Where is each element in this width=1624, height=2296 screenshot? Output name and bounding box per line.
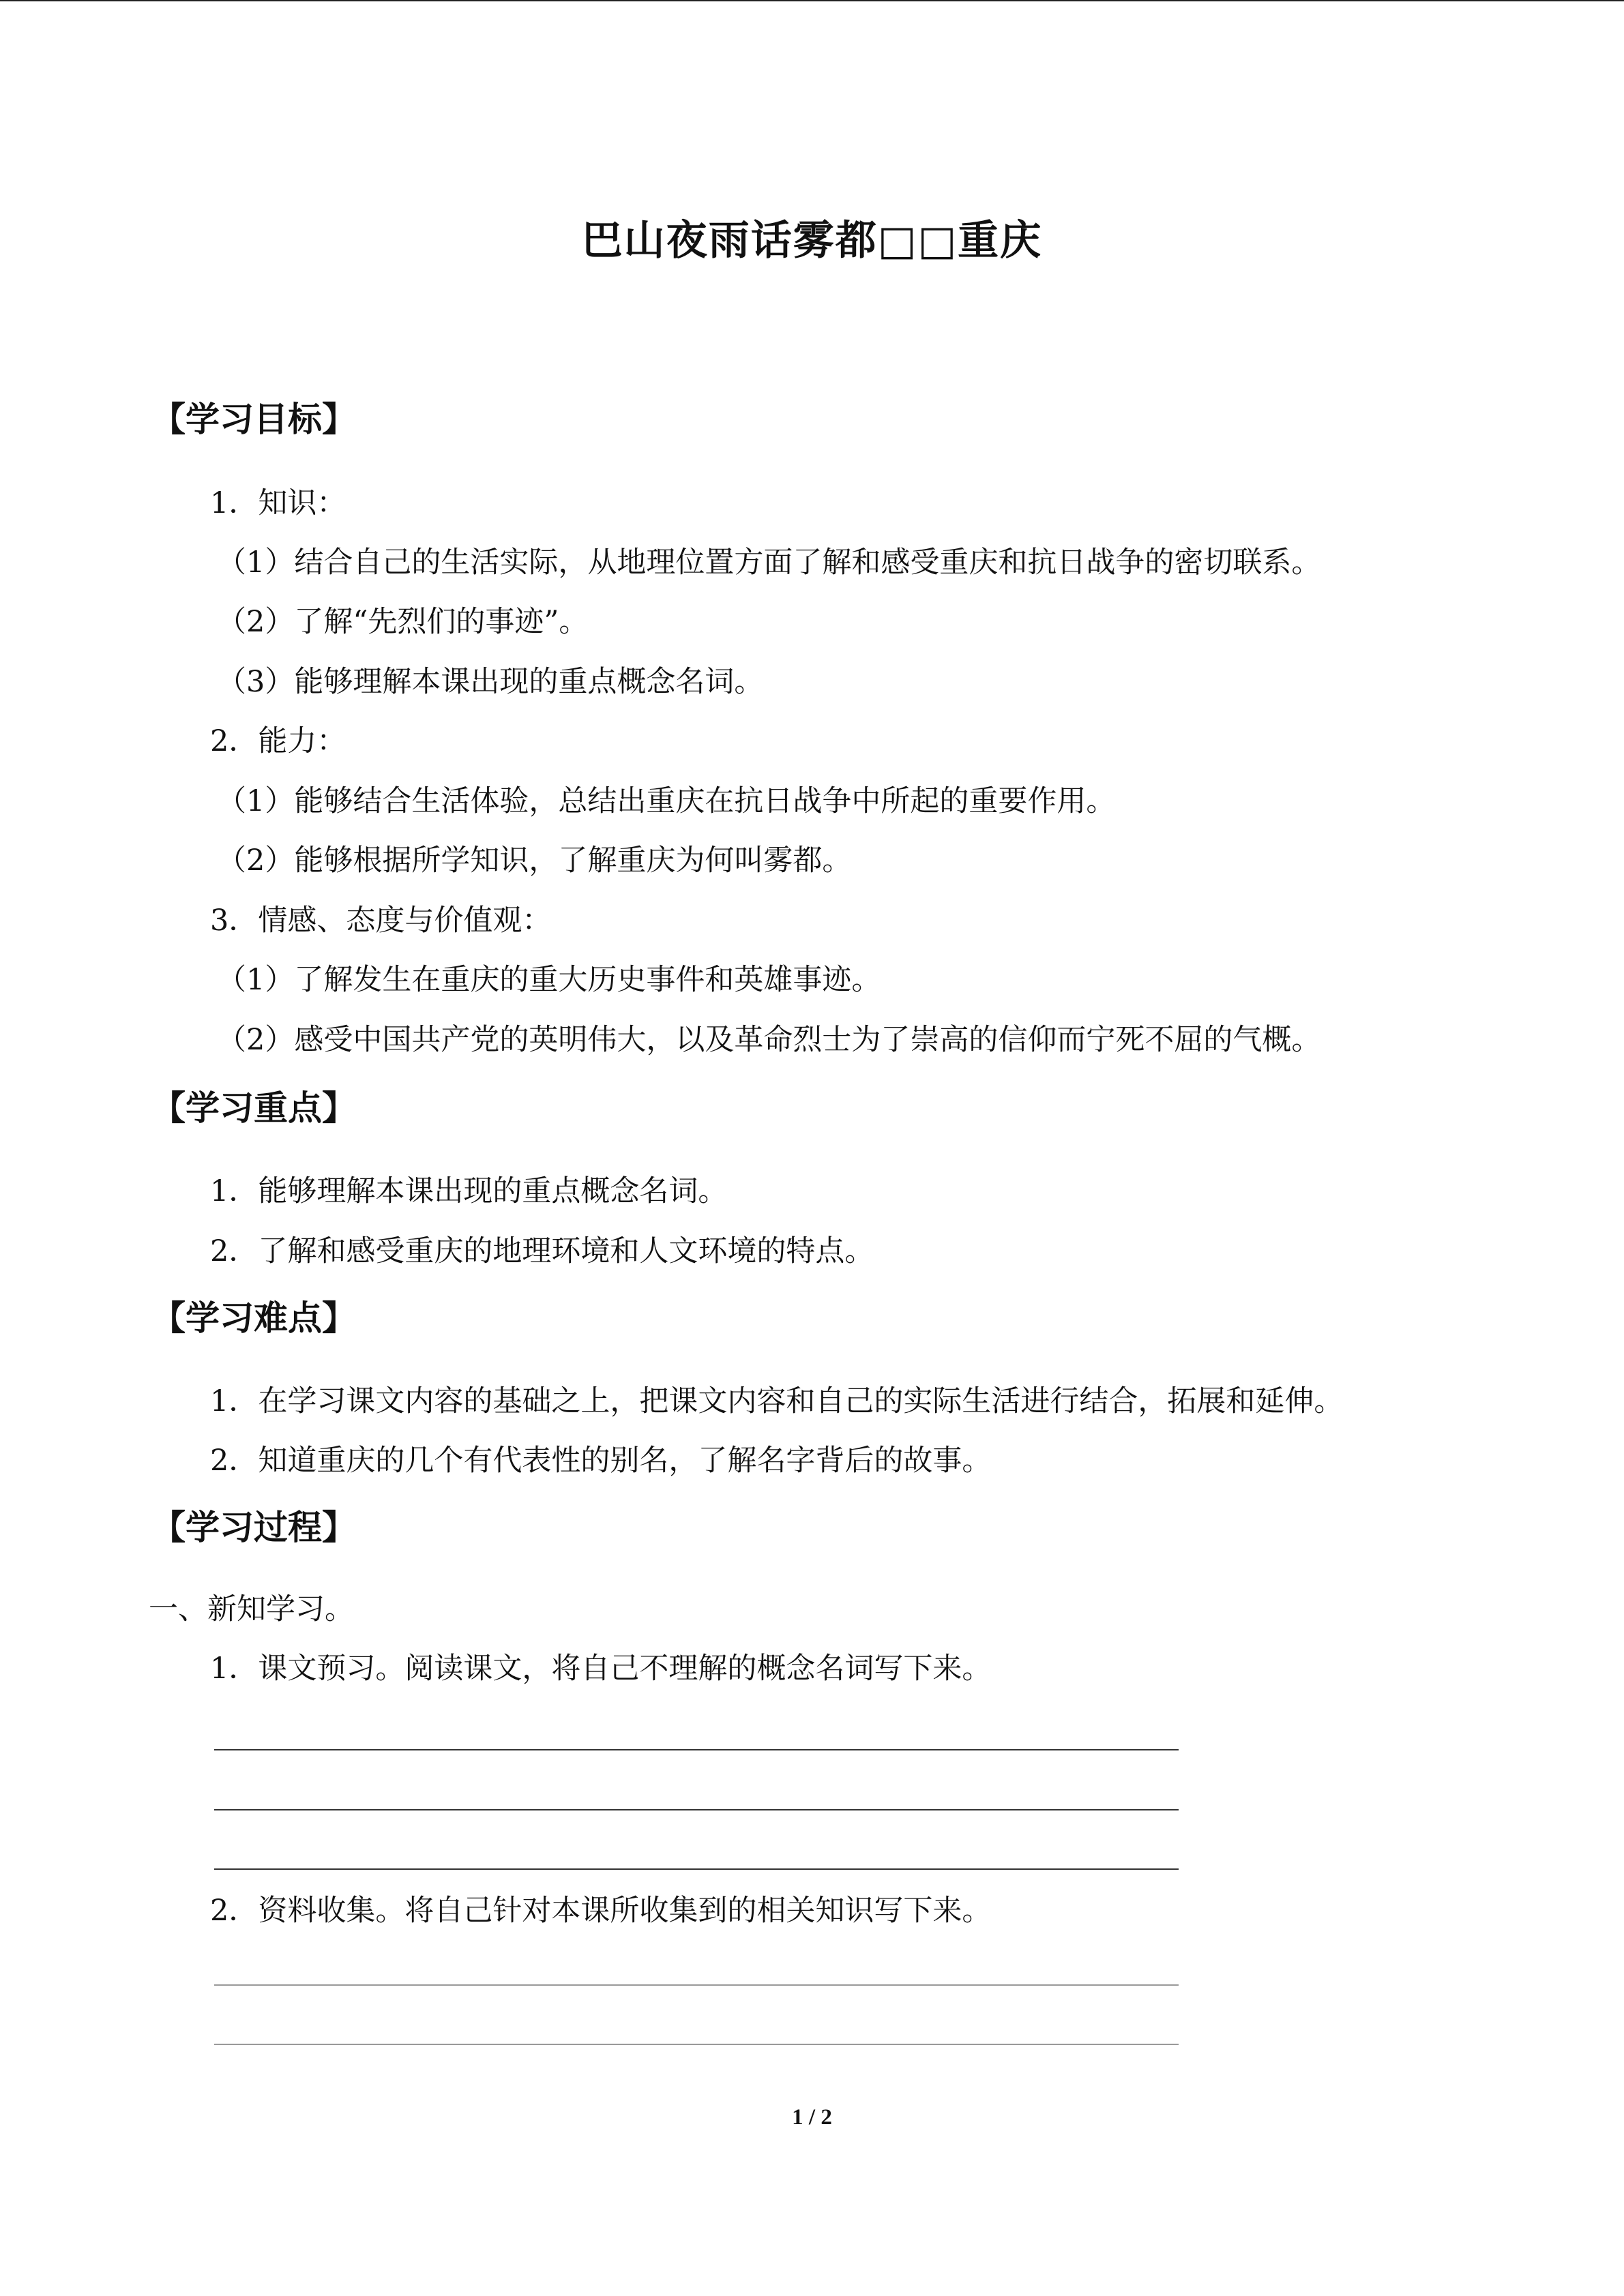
objective-line: （2）了解“先烈们的事迹”。 bbox=[217, 605, 589, 639]
part-one-label: 一、新知学习。 bbox=[149, 1592, 354, 1626]
key-point-line: 1．能够理解本课出现的重点概念名词。 bbox=[210, 1174, 728, 1208]
answer-blank-line[interactable] bbox=[214, 1749, 1179, 1750]
task-material-collection: 2．资料收集。将自己针对本课所收集到的相关知识写下来。 bbox=[210, 1894, 992, 1928]
objective-line: （2）能够根据所学知识，了解重庆为何叫雾都。 bbox=[217, 844, 852, 878]
objective-line: 1．知识： bbox=[210, 486, 346, 520]
objective-line: 2．能力： bbox=[210, 724, 346, 758]
page-title: 巴山夜雨话雾都□□重庆 bbox=[581, 217, 1043, 265]
objectives-heading: 【学习目标】 bbox=[151, 400, 356, 439]
objective-line: （1）结合自己的生活实际，从地理位置方面了解和感受重庆和抗日战争的密切联系。 bbox=[217, 546, 1321, 580]
answer-blank-line[interactable] bbox=[214, 1868, 1179, 1870]
objective-line: （2）感受中国共产党的英明伟大，以及革命烈士为了崇高的信仰而宁死不屈的气概。 bbox=[217, 1023, 1321, 1057]
task-preview: 1．课文预习。阅读课文，将自己不理解的概念名词写下来。 bbox=[210, 1652, 992, 1686]
objective-line: （1）能够结合生活体验，总结出重庆在抗日战争中所起的重要作用。 bbox=[217, 784, 1116, 818]
difficulty-line: 2．知道重庆的几个有代表性的别名，了解名字背后的故事。 bbox=[210, 1444, 992, 1478]
answer-blank-line[interactable] bbox=[214, 1809, 1179, 1810]
objective-line: （1）了解发生在重庆的重大历史事件和英雄事迹。 bbox=[217, 963, 881, 997]
key-points-heading: 【学习重点】 bbox=[151, 1088, 356, 1128]
page-top-border bbox=[0, 0, 1624, 1]
objective-line: （3）能够理解本课出现的重点概念名词。 bbox=[217, 665, 764, 699]
answer-blank-line[interactable] bbox=[214, 1984, 1179, 1986]
page-number: 1 / 2 bbox=[792, 2105, 832, 2130]
difficulty-line: 1．在学习课文内容的基础之上，把课文内容和自己的实际生活进行结合，拓展和延伸。 bbox=[210, 1384, 1344, 1418]
difficulties-heading: 【学习难点】 bbox=[151, 1298, 356, 1338]
answer-blank-line[interactable] bbox=[214, 2044, 1179, 2045]
key-point-line: 2．了解和感受重庆的地理环境和人文环境的特点。 bbox=[210, 1234, 874, 1268]
objective-line: 3．情感、态度与价值观： bbox=[210, 904, 552, 938]
process-heading: 【学习过程】 bbox=[151, 1508, 356, 1547]
